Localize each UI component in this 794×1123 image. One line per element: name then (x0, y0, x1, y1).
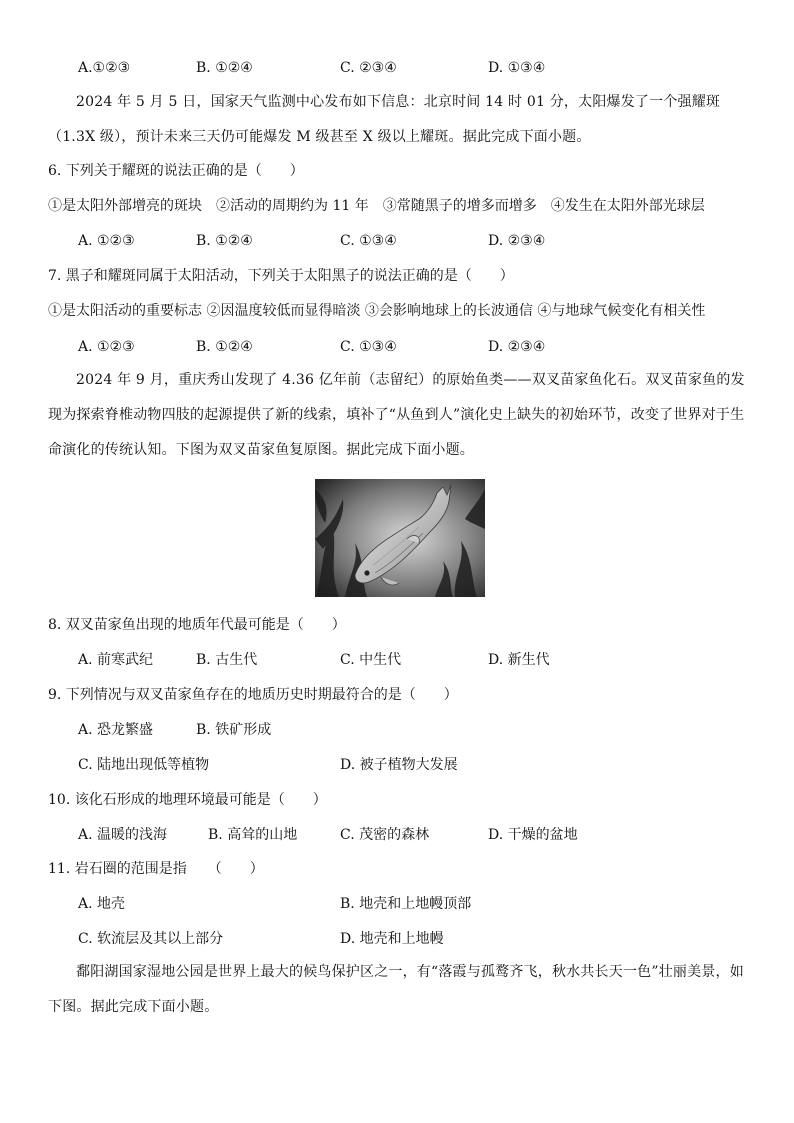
q8-option-a: A. 前寒武纪 (78, 652, 154, 668)
q6-option-c: C. ①③④ (340, 233, 397, 249)
q5-option-d: D. ①③④ (488, 60, 546, 76)
q7-option-d: D. ②③④ (488, 339, 546, 355)
q9-option-a: A. 恐龙繁盛 (78, 722, 154, 738)
q11-option-c: C. 软流层及其以上部分 (78, 931, 224, 947)
q11-option-b: B. 地壳和上地幔顶部 (340, 896, 472, 912)
q9-option-b: B. 铁矿形成 (196, 722, 272, 738)
q6-option-d: D. ②③④ (488, 233, 546, 249)
q10-stem: 10. 该化石形成的地理环境最可能是（ ） (48, 792, 327, 808)
q7-statements: ①是太阳活动的重要标志 ②因温度较低而显得暗淡 ③会影响地球上的长波通信 ④与地球气候变化有相关性 (48, 303, 706, 319)
q11-option-d: D. 地壳和上地幔 (340, 931, 444, 947)
q6-option-a: A. ①②③ (78, 233, 135, 249)
q7-option-a: A. ①②③ (78, 339, 135, 355)
q6-option-b: B. ①②④ (196, 233, 253, 249)
q9-option-c: C. 陆地出现低等植物 (78, 757, 210, 773)
q5-option-b: B. ①②④ (196, 60, 253, 76)
q8-option-c: C. 中生代 (340, 652, 402, 668)
q7-option-b: B. ①②④ (196, 339, 253, 355)
passage-solar-flare: 2024 年 5 月 5 日，国家天气监测中心发布如下信息：北京时间 14 时 01 分，太阳爆发了一个强耀斑（1.3X 级），预计未来三天仍可能爆发 M 级甚至 X 级以上耀斑。据此完成下面小题。 (48, 94, 721, 145)
q11-stem: 11. 岩石圈的范围是指 （ ） (48, 861, 264, 877)
q5-option-c: C. ②③④ (340, 60, 397, 76)
passage-fish-fossil: 2024 年 9 月，重庆秀山发现了 4.36 亿年前（志留纪）的原始鱼类——双叉苗家鱼化石。双叉苗家鱼的发现为探索脊椎动物四肢的起源提供了新的线索，填补了“从鱼到人”演化史上缺失的初始环节，改变了世界对于生命演化的传统认知。下图为双叉苗家鱼复原图。据此完成下面小题。 (48, 372, 745, 458)
q10-option-d: D. 干燥的盆地 (488, 827, 578, 843)
q7-option-c: C. ①③④ (340, 339, 397, 355)
q10-option-a: A. 温暖的浅海 (78, 827, 168, 843)
q10-option-c: C. 茂密的森林 (340, 827, 430, 843)
q9-stem: 9. 下列情况与双叉苗家鱼存在的地质历史时期最符合的是（ ） (48, 687, 458, 703)
q9-option-d: D. 被子植物大发展 (340, 757, 458, 773)
q8-option-b: B. 古生代 (196, 652, 258, 668)
q11-option-a: A. 地壳 (78, 896, 126, 912)
q8-stem: 8. 双叉苗家鱼出现的地质年代最可能是（ ） (48, 617, 346, 633)
passage-poyang-lake: 鄱阳湖国家湿地公园是世界上最大的候鸟保护区之一，有“落霞与孤鹜齐飞，秋水共长天一色”壮丽美景，如下图。据此完成下面小题。 (48, 964, 744, 1015)
fish-reconstruction-image (315, 479, 485, 597)
q10-option-b: B. 高耸的山地 (208, 827, 298, 843)
q8-option-d: D. 新生代 (488, 652, 550, 668)
q6-statements: ①是太阳外部增亮的斑块 ②活动的周期约为 11 年 ③常随黑子的增多而增多 ④发生在太阳外部光球层 (48, 198, 705, 214)
q5-option-a: A.①②③ (78, 60, 131, 76)
q6-stem: 6. 下列关于耀斑的说法正确的是（ ） (48, 163, 304, 179)
q7-stem: 7. 黑子和耀斑同属于太阳活动，下列关于太阳黑子的说法正确的是（ ） (48, 268, 514, 284)
